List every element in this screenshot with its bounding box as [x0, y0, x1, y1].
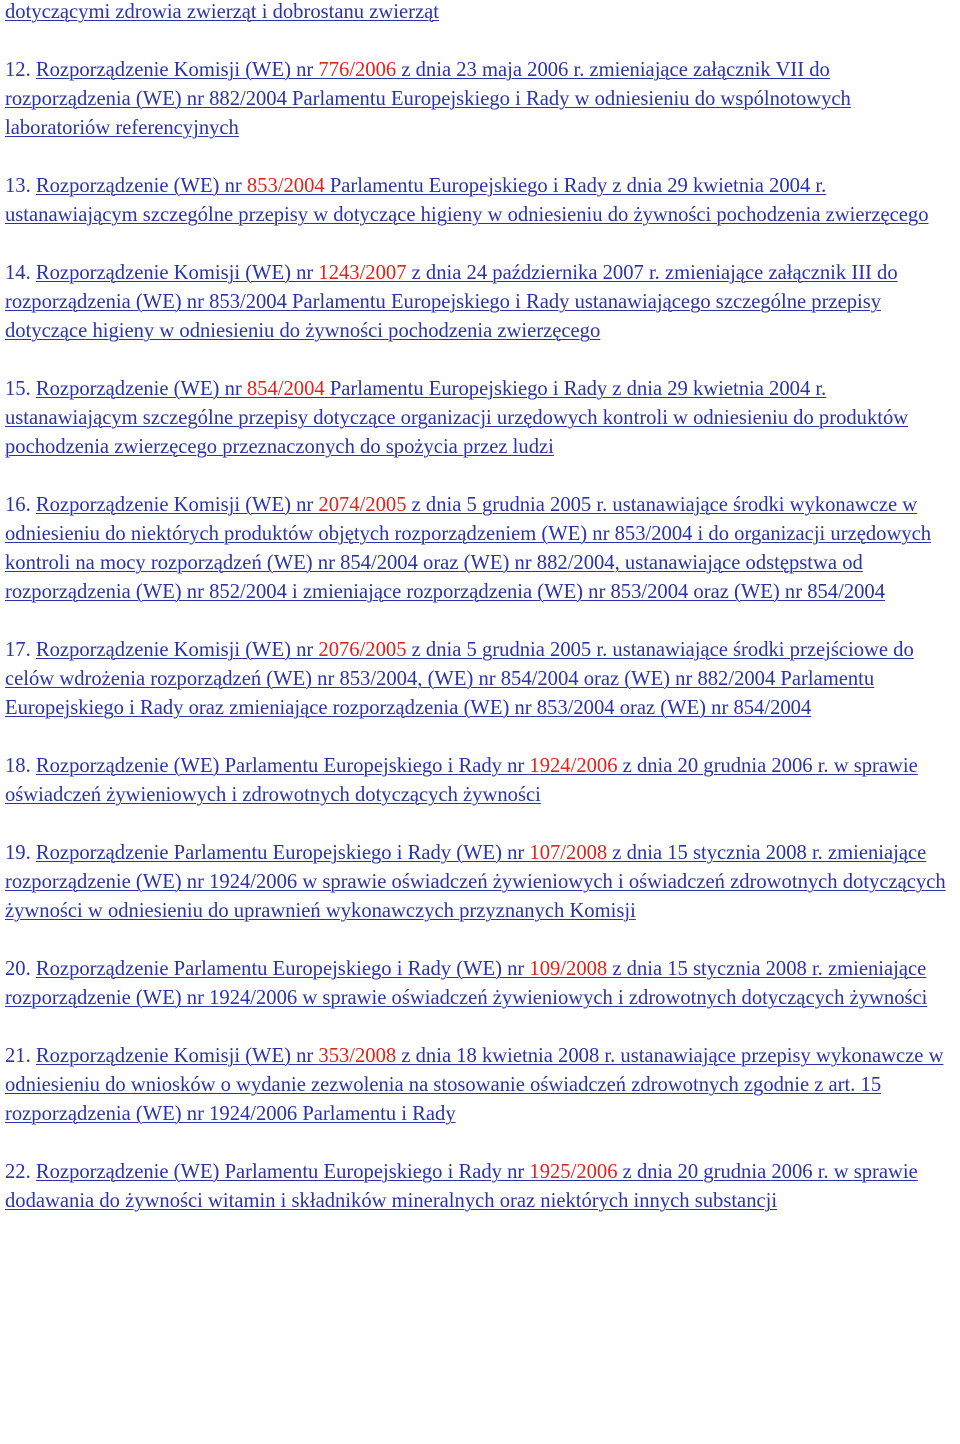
item-number: 20. — [5, 958, 36, 980]
regulation-number: 853/2004 — [246, 175, 325, 197]
regulation-number: 2074/2005 — [318, 494, 407, 516]
regulation-link[interactable] — [5, 494, 931, 603]
list-item — [5, 172, 950, 230]
regulation-link[interactable] — [5, 175, 929, 226]
regulation-number: 854/2004 — [246, 378, 325, 400]
regulation-number: 1243/2007 — [318, 262, 407, 284]
item-number: 17. — [5, 639, 36, 661]
link-text: Parlamentu Europejskiego i Rady z dnia 29 kwietnia 2004 r. ustanawiającym szczególne przepisy dotyczące organizacji urzędowych kontroli w odniesieniu do produktów pochodzenia zwierzęcego przeznaczonych do spożycia przez ludzi — [5, 378, 909, 458]
regulation-link[interactable] — [5, 1045, 943, 1125]
regulation-number: 1924/2006 — [529, 755, 618, 777]
link-text: Rozporządzenie Komisji (WE) nr — [35, 639, 319, 661]
regulation-link[interactable] — [5, 59, 851, 139]
link-text: Rozporządzenie (WE) nr — [35, 175, 247, 197]
regulation-link[interactable] — [5, 639, 914, 719]
regulation-link[interactable] — [5, 755, 918, 806]
regulation-link[interactable] — [5, 1, 439, 23]
list-item — [5, 839, 950, 926]
regulation-link[interactable] — [5, 842, 946, 922]
link-text: z dnia 15 stycznia 2008 r. zmieniające rozporządzenie (WE) nr 1924/2006 w sprawie oświadczeń żywieniowych i zdrowotnych dotyczących żywności — [5, 958, 928, 1009]
link-text: Rozporządzenie (WE) Parlamentu Europejskiego i Rady nr — [35, 755, 530, 777]
link-text: Rozporządzenie Komisji (WE) nr — [35, 1045, 319, 1067]
regulation-number: 107/2008 — [529, 842, 608, 864]
regulation-link[interactable] — [5, 1161, 918, 1212]
link-text: Rozporządzenie (WE) Parlamentu Europejskiego i Rady nr — [35, 1161, 530, 1183]
link-text: Rozporządzenie Komisji (WE) nr — [35, 59, 319, 81]
list-item — [5, 0, 950, 27]
item-number: 13. — [5, 175, 36, 197]
link-text: z dnia 15 stycznia 2008 r. zmieniające rozporządzenie (WE) nr 1924/2006 w sprawie oświadczeń żywieniowych i oświadczeń zdrowotnych dotyczących żywności w odniesieniu do uprawnień wykonawczych przyznanych Komisji — [5, 842, 946, 922]
regulation-number: 776/2006 — [318, 59, 397, 81]
link-text: Rozporządzenie Parlamentu Europejskiego i Rady (WE) nr — [35, 958, 530, 980]
list-item — [5, 56, 950, 143]
link-text: z dnia 24 października 2007 r. zmieniające załącznik III do rozporządzenia (WE) nr 853/2004 Parlamentu Europejskiego i Rady ustanawiającego szczególne przepisy dotyczące higieny w odniesieniu do żywności pochodzenia zwierzęcego — [5, 262, 898, 342]
link-text: dotyczącymi zdrowia zwierząt i dobrostanu zwierząt — [5, 1, 439, 23]
link-text: z dnia 20 grudnia 2006 r. w sprawie oświadczeń żywieniowych i zdrowotnych dotyczących żywności — [5, 755, 918, 806]
list-item — [5, 752, 950, 810]
regulation-link[interactable] — [5, 378, 908, 458]
list-item — [5, 955, 950, 1013]
item-number: 19. — [5, 842, 36, 864]
regulation-link[interactable] — [5, 958, 927, 1009]
link-text: Rozporządzenie Komisji (WE) nr — [35, 494, 319, 516]
link-text: z dnia 20 grudnia 2006 r. w sprawie dodawania do żywności witamin i składników mineralnych oraz niektórych innych substancji — [5, 1161, 918, 1212]
list-item — [5, 1042, 950, 1129]
link-text: z dnia 5 grudnia 2005 r. ustanawiające środki wykonawcze w odniesieniu do niektórych produktów objętych rozporządzeniem (WE) nr 853/2004 i do organizacji urzędowych kontroli na mocy rozporządzeń (WE) nr 854/2004 oraz (WE) nr 882/2004, ustanawiające odstępstwa od rozporządzenia (WE) nr 852/2004 i zmieniające rozporządzenia (WE) nr 853/2004 oraz (WE) nr 854/2004 — [5, 494, 932, 603]
item-number: 16. — [5, 494, 36, 516]
item-number: 12. — [5, 59, 36, 81]
link-text: Rozporządzenie Komisji (WE) nr — [35, 262, 319, 284]
list-item — [5, 375, 950, 462]
item-number: 22. — [5, 1161, 36, 1183]
link-text: z dnia 5 grudnia 2005 r. ustanawiające środki przejściowe do celów wdrożenia rozporządzeń (WE) nr 853/2004, (WE) nr 854/2004 oraz (WE) nr 882/2004 Parlamentu Europejskiego i Rady oraz zmieniające rozporządzenia (WE) nr 853/2004 oraz (WE) nr 854/2004 — [5, 639, 914, 719]
link-text: z dnia 18 kwietnia 2008 r. ustanawiające przepisy wykonawcze w odniesieniu do wniosków o wydanie zezwolenia na stosowanie oświadczeń zdrowotnych zgodnie z art. 15 rozporządzenia (WE) nr 1924/2006 Parlamentu i Rady — [5, 1045, 944, 1125]
item-number: 15. — [5, 378, 36, 400]
regulation-list — [5, 0, 950, 1216]
list-item — [5, 491, 950, 607]
list-item — [5, 636, 950, 723]
link-text: z dnia 23 maja 2006 r. zmieniające załącznik VII do rozporządzenia (WE) nr 882/2004 Parlamentu Europejskiego i Rady w odniesieniu do wspólnotowych laboratoriów referencyjnych — [5, 59, 851, 139]
item-number: 21. — [5, 1045, 36, 1067]
link-text: Parlamentu Europejskiego i Rady z dnia 29 kwietnia 2004 r. ustanawiającym szczególne przepisy w dotyczące higieny w odniesieniu do żywności pochodzenia zwierzęcego — [5, 175, 929, 226]
regulation-number: 1925/2006 — [529, 1161, 618, 1183]
regulation-number: 2076/2005 — [318, 639, 407, 661]
list-item — [5, 1158, 950, 1216]
item-number: 18. — [5, 755, 36, 777]
item-number: 14. — [5, 262, 36, 284]
link-text: Rozporządzenie Parlamentu Europejskiego i Rady (WE) nr — [35, 842, 530, 864]
regulation-number: 353/2008 — [318, 1045, 397, 1067]
list-item — [5, 259, 950, 346]
regulation-link[interactable] — [5, 262, 898, 342]
regulation-number: 109/2008 — [529, 958, 608, 980]
link-text: Rozporządzenie (WE) nr — [35, 378, 247, 400]
